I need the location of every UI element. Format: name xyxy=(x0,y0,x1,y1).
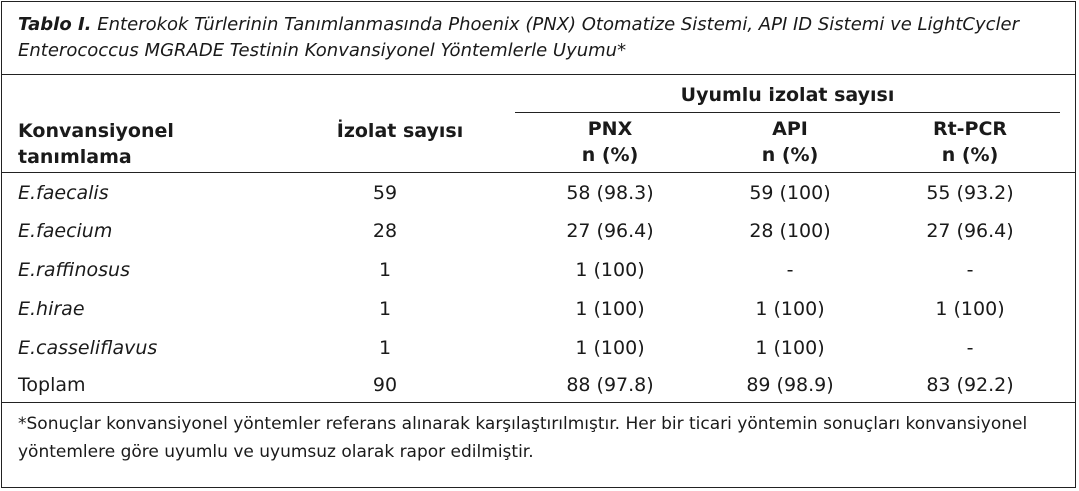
header-top-rule xyxy=(1,74,1076,75)
cell-api: 89 (98.9) xyxy=(746,374,834,396)
cell-species: E.raffinosus xyxy=(18,259,130,281)
cell-pnx: 1 (100) xyxy=(575,259,645,281)
cell-species: E.hirae xyxy=(18,298,85,320)
header-rtpcr: Rt-PCR n (%) xyxy=(932,118,1008,166)
cell-pnx: 1 (100) xyxy=(575,298,645,320)
cell-rtpcr: 55 (93.2) xyxy=(926,182,1014,204)
cell-api: 59 (100) xyxy=(749,182,831,204)
cell-api: 1 (100) xyxy=(755,337,825,359)
header-bottom-rule xyxy=(1,172,1076,173)
cell-count: 90 xyxy=(372,374,398,396)
cell-rtpcr: - xyxy=(966,337,974,359)
cell-species: E.faecalis xyxy=(18,182,109,204)
caption-text: Enterokok Türlerinin Tanımlanmasında Phoenix (PNX) Otomatize Sistemi, API ID Sistemi ve LightCycler Enterococcus MGRADE Testinin Konvansiyonel Yöntemlerle Uyumu* xyxy=(18,14,1020,61)
cell-rtpcr: 27 (96.4) xyxy=(926,220,1014,242)
cell-pnx: 1 (100) xyxy=(575,337,645,359)
cell-count: 59 xyxy=(372,182,398,204)
header-conventional: Konvansiyonel tanımlama xyxy=(18,120,174,168)
header-isolate-count: İzolat sayısı xyxy=(336,120,464,142)
header-pnx: PNX n (%) xyxy=(581,118,639,166)
table-bottom-rule xyxy=(1,402,1076,403)
table-footnote: *Sonuçlar konvansiyonel yöntemler referans alınarak karşılaştırılmıştır. Her bir ticari yöntemin sonuçları konvansiyonel yöntemlere göre uyumlu ve uyumsuz olarak rapor edilmiştir. xyxy=(18,414,1028,462)
cell-count: 28 xyxy=(372,220,398,242)
group-rule xyxy=(515,112,1060,113)
cell-total-label: Toplam xyxy=(18,374,86,396)
cell-pnx: 27 (96.4) xyxy=(566,220,654,242)
cell-count: 1 xyxy=(378,337,392,359)
cell-pnx: 88 (97.8) xyxy=(566,374,654,396)
caption-label: Tablo I. xyxy=(18,14,92,35)
cell-api: - xyxy=(786,259,794,281)
cell-species: E.faecium xyxy=(18,220,113,242)
header-api: API n (%) xyxy=(761,118,819,166)
cell-species: E.casseliflavus xyxy=(18,337,158,359)
table-caption xyxy=(18,12,1063,64)
cell-pnx: 58 (98.3) xyxy=(566,182,654,204)
cell-rtpcr: 1 (100) xyxy=(935,298,1005,320)
header-group-concordant: Uyumlu izolat sayısı xyxy=(680,84,895,106)
cell-api: 1 (100) xyxy=(755,298,825,320)
cell-count: 1 xyxy=(378,259,392,281)
cell-rtpcr: - xyxy=(966,259,974,281)
cell-count: 1 xyxy=(378,298,392,320)
cell-api: 28 (100) xyxy=(749,220,831,242)
cell-rtpcr: 83 (92.2) xyxy=(926,374,1014,396)
